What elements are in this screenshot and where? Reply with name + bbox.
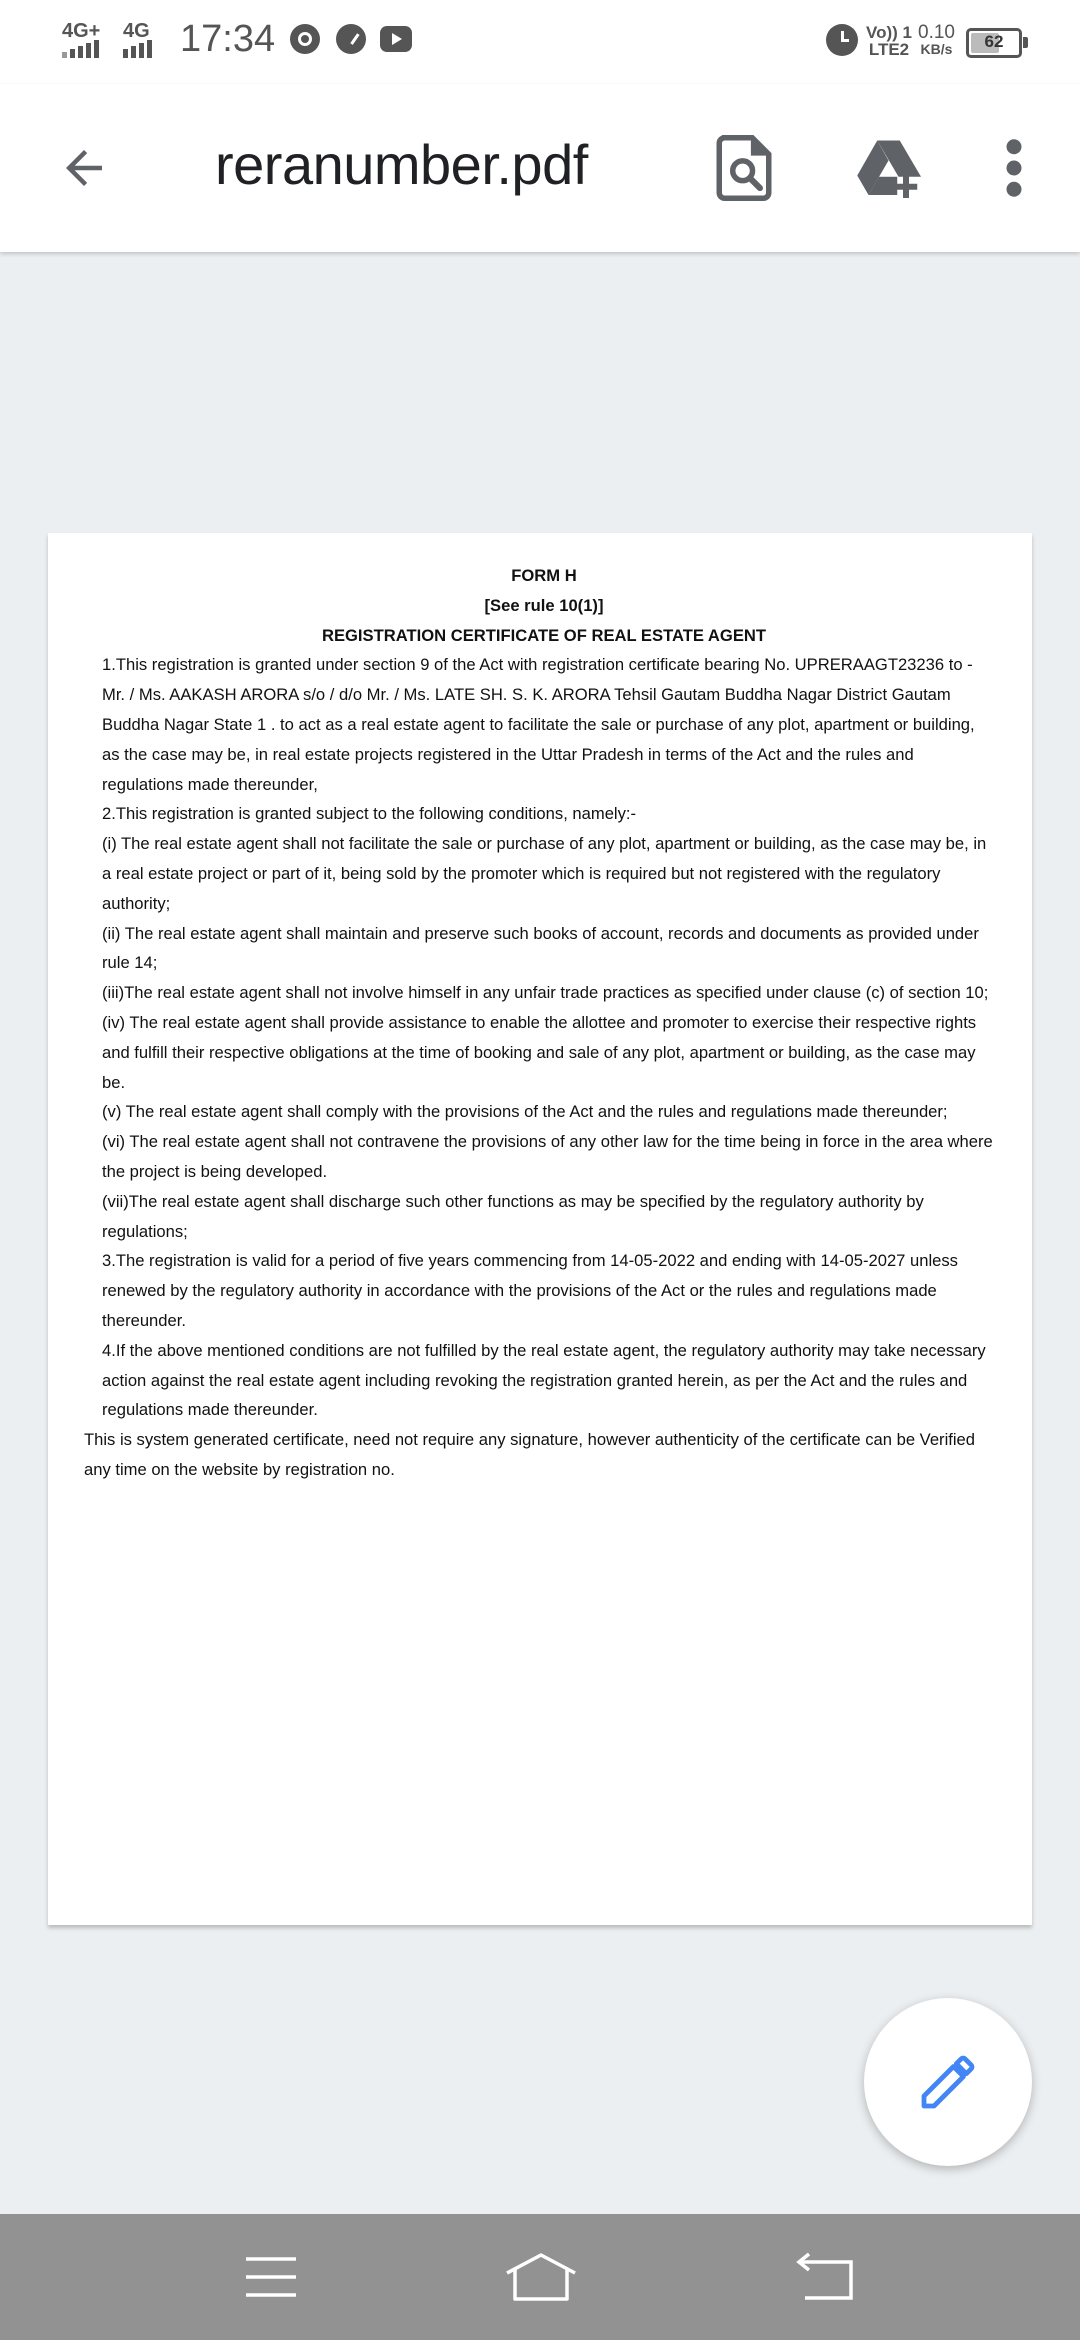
certificate-heading: REGISTRATION CERTIFICATE OF REAL ESTATE AGENT [321,625,767,645]
volte-indicator: Vo)) 1 LTE2 [866,23,912,59]
add-to-drive-button[interactable] [856,136,926,200]
status-bar [0,0,1080,84]
add-to-drive-icon [856,137,926,199]
document-body [84,561,994,1485]
condition-vii: (vii)The real estate agent shall discharge such other functions as may be specified by the regulatory authority by regulations; [102,1191,924,1241]
network-type-2: 4G [123,20,150,42]
home-icon [503,2251,579,2303]
network-signal-2 [123,22,152,58]
speedometer-icon [336,24,366,54]
document-title: reranumber.pdf [215,133,588,196]
alarm-icon [826,24,858,56]
youtube-icon [380,26,412,52]
paragraph-2: 2.This registration is granted subject to the following conditions, namely:- [102,804,637,824]
paragraph-3: 3.The registration is valid for a period of five years commencing from 14-05-2022 and ending with 14-05-2027 unless renewed by the regulatory authority in accordance with the provisions of the Act or the rules and regulations made thereunder. [102,1251,958,1330]
back-nav-icon [795,2252,855,2302]
form-title: FORM H [511,566,577,585]
condition-vi: (vi) The real estate agent shall not contravene the provisions of any other law for the time being in force in the area where the project is being developed. [102,1132,993,1181]
more-options-button[interactable] [982,136,1046,200]
menu-icon [244,2255,298,2299]
network-signal-1 [62,22,99,58]
system-nav-bar [0,2214,1080,2340]
paragraph-1: 1.This registration is granted under section 9 of the Act with registration certificate bearing No. UPRERAAGT23236 to - Mr. / Ms. AAKASH ARORA s/o / d/o Mr. / Ms. LATE SH. S. K. ARORA Tehsil Gautam Buddha Nagar District Gautam Buddha Nagar State 1 . to act as a real estate agent to facilitate the sale or purchase of any plot, apartment or building, as the case may be, in real estate projects registered in the Uttar Pradesh in terms of the Act and the rules and regulations made thereunder, [102,655,975,794]
find-in-page-icon [714,135,774,201]
chrome-icon [290,24,320,54]
clock: 17:34 [180,18,276,60]
network-type-1: 4G+ [62,20,101,42]
network-speed: 0.10 KB/s [918,22,955,57]
more-vert-icon [1004,138,1024,198]
battery-indicator: 62 [966,28,1022,58]
rule-reference: [See rule 10(1)] [484,595,604,615]
pdf-page[interactable] [48,533,1032,1925]
condition-iv: (iv) The real estate agent shall provide assistance to enable the allottee and promoter to exercise their respective rights and fulfill their respective obligations at the time of booking and sale of any plot, apartment or building, as the case may be. [102,1012,977,1092]
paragraph-4: 4.If the above mentioned conditions are not fulfilled by the real estate agent, the regulatory authority may take necessary action against the real estate agent including revoking the registration granted herein, as per the Act and the rules and regulations made thereunder. [102,1340,986,1420]
edit-fab-button[interactable] [864,1998,1032,2166]
back-nav-button[interactable] [780,2242,870,2312]
condition-iii: (iii)The real estate agent shall not involve himself in any unfair trade practices as specified under clause (c) of section 10; [102,983,989,1003]
back-button[interactable] [52,136,116,200]
footer-note: This is system generated certificate, need not require any signature, however authenticity of the certificate can be Verified any time on the website by registration no. [84,1430,976,1479]
menu-button[interactable] [226,2242,316,2312]
condition-i: (i) The real estate agent shall not facilitate the sale or purchase of any plot, apartment or building, as the case may be, in a real estate project or part of it, being sold by the promoter which is required but not registered with the regulatory authority; [102,834,987,913]
condition-ii: (ii) The real estate agent shall maintain and preserve such books of account, records and documents as provided under rule 14; [102,923,979,973]
pencil-icon [916,2050,980,2114]
arrow-back-icon [57,141,111,195]
condition-v: (v) The real estate agent shall comply with the provisions of the Act and the rules and regulations made thereunder; [102,1102,948,1122]
home-button[interactable] [496,2242,586,2312]
find-in-page-button[interactable] [712,136,776,200]
app-toolbar [0,84,1080,252]
